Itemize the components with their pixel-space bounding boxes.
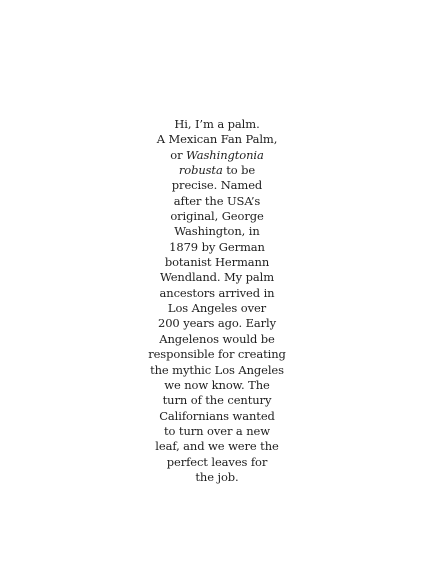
text-line bbox=[0, 424, 434, 439]
text-segment: responsible for creating bbox=[148, 347, 286, 362]
text-segment: Angelenos would be bbox=[159, 331, 275, 346]
text-line bbox=[0, 224, 434, 239]
text-line bbox=[0, 409, 434, 424]
palm-text-block bbox=[0, 117, 434, 485]
text-segment: turn of the century bbox=[162, 393, 272, 408]
text-line bbox=[0, 240, 434, 255]
text-line bbox=[0, 209, 434, 224]
italic-text-segment: Washingtonia bbox=[186, 147, 264, 162]
text-line bbox=[0, 117, 434, 132]
text-line bbox=[0, 470, 434, 485]
text-line bbox=[0, 347, 434, 362]
text-line bbox=[0, 332, 434, 347]
text-line bbox=[0, 194, 434, 209]
text-segment: leaf, and we were the bbox=[155, 439, 279, 454]
text-segment: original, George bbox=[170, 209, 264, 224]
text-segment: A Mexican Fan Palm, bbox=[156, 132, 278, 147]
italic-text-segment: robusta bbox=[178, 163, 223, 178]
text-segment: perfect leaves for bbox=[166, 454, 268, 469]
text-line bbox=[0, 255, 434, 270]
text-segment: botanist Hermann bbox=[164, 255, 270, 270]
text-line bbox=[0, 439, 434, 454]
text-segment: we now know. The bbox=[164, 377, 270, 392]
text-segment: the mythic Los Angeles bbox=[150, 362, 284, 377]
text-segment: to be bbox=[222, 163, 256, 178]
text-segment: after the USA’s bbox=[173, 193, 261, 208]
text-segment: Hi, I’m a palm. bbox=[174, 117, 260, 131]
text-segment: ancestors arrived in bbox=[159, 285, 275, 300]
text-segment: Wendland. My palm bbox=[159, 270, 275, 285]
text-line bbox=[0, 393, 434, 408]
text-line bbox=[0, 363, 434, 378]
text-segment: to turn over a new bbox=[164, 423, 270, 438]
text-line bbox=[0, 301, 434, 316]
text-segment: Washington, in bbox=[174, 224, 260, 239]
text-line bbox=[0, 378, 434, 393]
text-line bbox=[0, 455, 434, 470]
text-segment: 200 years ago. Early bbox=[158, 316, 276, 331]
text-line bbox=[0, 132, 434, 147]
text-segment: precise. Named bbox=[171, 178, 263, 193]
text-line bbox=[0, 148, 434, 163]
text-line bbox=[0, 316, 434, 331]
text-segment: Californians wanted bbox=[159, 408, 275, 423]
text-segment: or bbox=[170, 147, 187, 162]
text-line bbox=[0, 286, 434, 301]
text-segment: the job. bbox=[195, 469, 239, 484]
text-segment: Los Angeles over bbox=[167, 301, 267, 316]
text-segment: 1879 by German bbox=[169, 239, 265, 254]
text-line bbox=[0, 163, 434, 178]
text-line bbox=[0, 270, 434, 285]
text-line bbox=[0, 178, 434, 193]
